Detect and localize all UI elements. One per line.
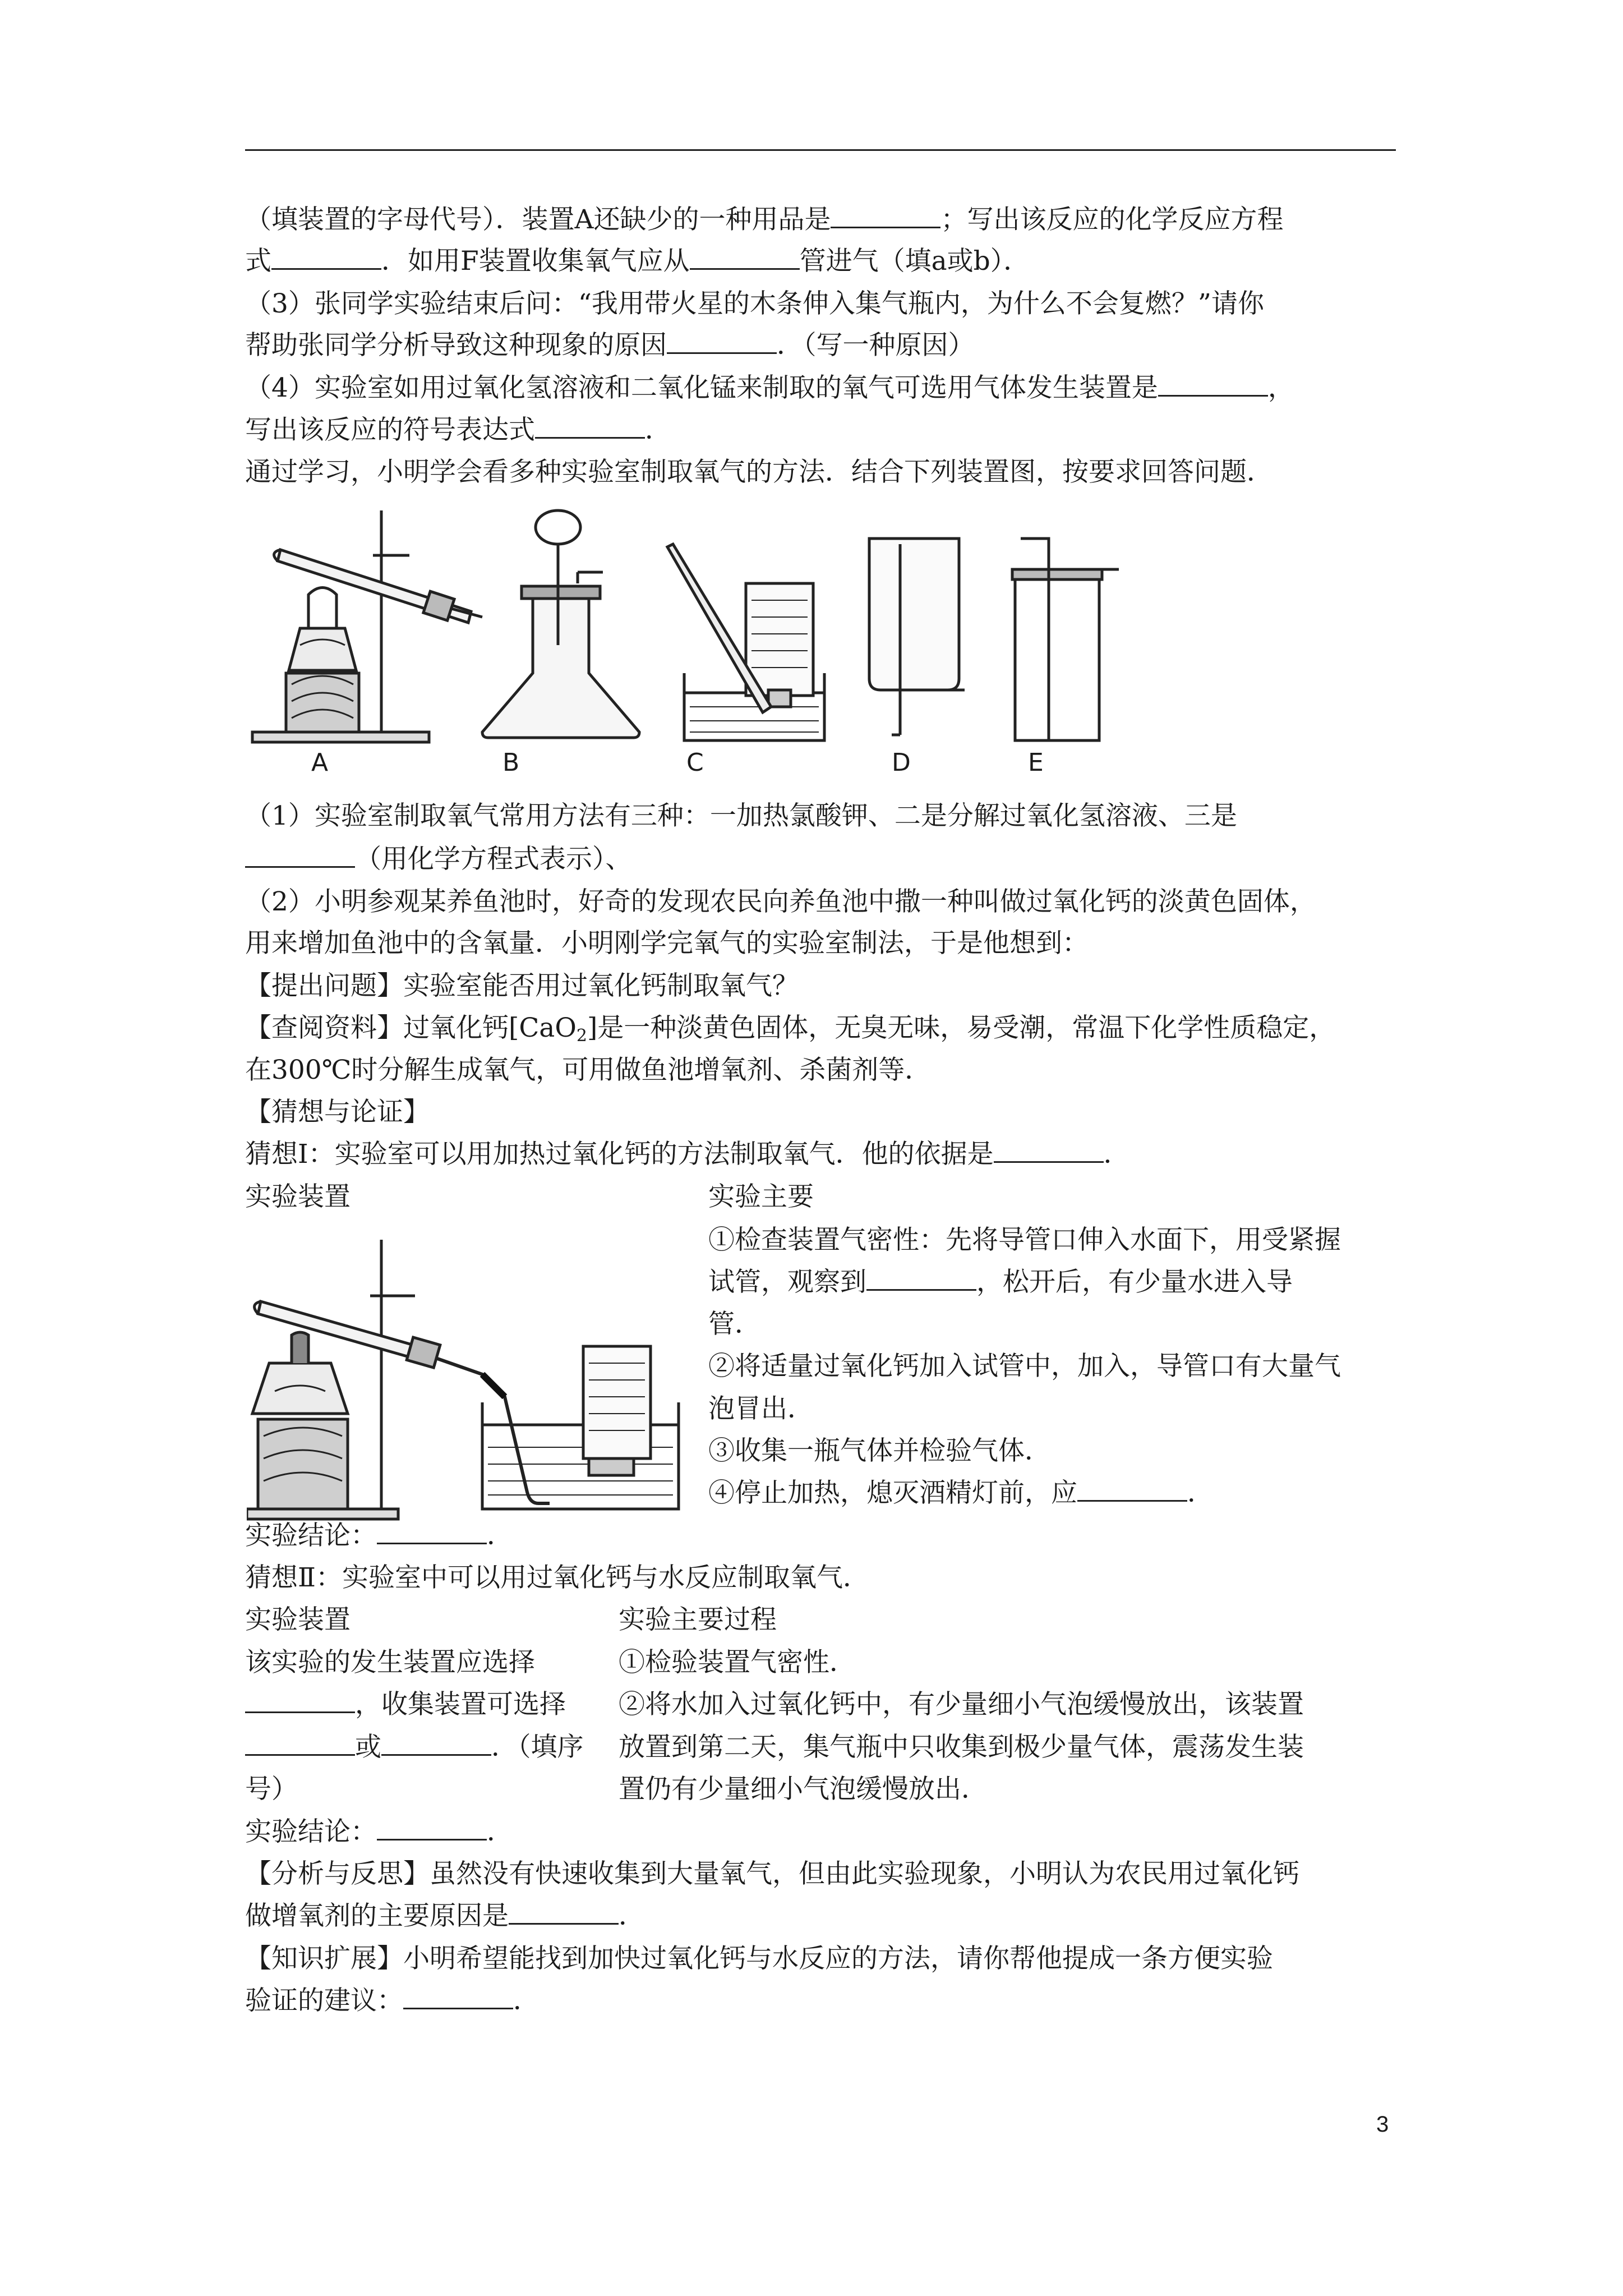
- procedure-line: 泡冒出．: [708, 1393, 814, 1424]
- text-line: 【分析与反思】虽然没有快速收集到大量氧气，但由此实验现象，小明认为农民用过氧化钙: [245, 1858, 1299, 1889]
- column-heading: 实验主要过程: [619, 1604, 777, 1635]
- text-line: 或 ．（填序: [245, 1731, 584, 1764]
- text-line: 【提出问题】实验室能否用过氧化钙制取氧气？: [245, 970, 799, 1001]
- text-line: 实验结论： ．: [245, 1520, 513, 1551]
- column-heading: 实验装置: [245, 1604, 351, 1635]
- text-line: ，收集装置可选择: [245, 1688, 566, 1722]
- text-line: （4）实验室如用过氧化氢溶液和二氧化锰来制取的氧气可选用气体发生装置是 ，: [245, 372, 1294, 403]
- text-line: 【知识扩展】小明希望能找到加快过氧化钙与水反应的方法，请你帮他提成一条方便实验: [245, 1943, 1273, 1974]
- answer-blank[interactable]: [245, 1732, 355, 1756]
- procedure-line: ①检验装置气密性．: [619, 1647, 856, 1678]
- text-line: 猜想Ⅰ：实验室可以用加热过氧化钙的方法制取氧气．他的依据是 ．: [245, 1139, 1130, 1170]
- text-line: 做增氧剂的主要原因是 ．: [245, 1901, 645, 1931]
- text-line: （用化学方程式表示）、: [245, 843, 632, 876]
- procedure-line: ③收集一瓶气体并检验气体．: [708, 1435, 1051, 1466]
- text-line: 号）: [245, 1774, 298, 1805]
- apparatus-a: [252, 510, 482, 742]
- text-line: （填装置的字母代号）．装置A还缺少的一种用品是 ；写出该反应的化学反应方程: [245, 204, 1284, 235]
- text-line: 猜想Ⅱ：实验室中可以用过氧化钙与水反应制取氧气．: [245, 1562, 869, 1593]
- answer-blank[interactable]: [866, 1267, 976, 1291]
- answer-blank[interactable]: [509, 1901, 619, 1925]
- procedure-line: ②将水加入过氧化钙中，有少量细小气泡缓慢放出，该装置: [619, 1689, 1304, 1720]
- header-rule: [245, 149, 1396, 151]
- column-heading: 实验装置: [245, 1181, 351, 1212]
- text-line: 该实验的发生装置应选择: [245, 1647, 535, 1678]
- figure-label-b: B: [502, 748, 520, 777]
- text-line: 验证的建议： ．: [245, 1985, 540, 2016]
- answer-blank[interactable]: [245, 844, 355, 868]
- text-line: 通过学习，小明学会看多种实验室制取氧气的方法．结合下列装置图，按要求回答问题．: [245, 457, 1273, 487]
- figure-label-c: C: [686, 748, 704, 777]
- column-heading: 实验主要: [708, 1181, 814, 1212]
- text-line: 【猜想与论证】: [245, 1097, 430, 1128]
- apparatus-d: [869, 539, 965, 735]
- answer-blank[interactable]: [1158, 372, 1268, 397]
- procedure-line: 置仍有少量细小气泡缓慢放出．: [619, 1774, 988, 1805]
- answer-blank[interactable]: [690, 246, 800, 270]
- answer-blank[interactable]: [403, 1985, 513, 2009]
- figure-label-e: E: [1028, 748, 1044, 777]
- text-line: 在300℃时分解生成氧气，可用做鱼池增氧剂、杀菌剂等．: [245, 1055, 932, 1085]
- apparatus-figure-ae: [247, 505, 1402, 797]
- answer-blank[interactable]: [245, 1689, 355, 1713]
- page-number: 3: [1376, 2112, 1389, 2137]
- procedure-line: 放置到第二天，集气瓶中只收集到极少量气体，震荡发生装: [619, 1732, 1304, 1763]
- apparatus-e: [1012, 539, 1119, 740]
- heating-apparatus-figure: [247, 1234, 695, 1526]
- answer-blank[interactable]: [1077, 1478, 1187, 1502]
- answer-blank[interactable]: [377, 1816, 487, 1841]
- answer-blank[interactable]: [994, 1139, 1104, 1163]
- figure-label-a: A: [311, 748, 329, 777]
- text-line: 帮助张同学分析导致这种现象的原因 ．（写一种原因）: [245, 330, 975, 361]
- text-line: 式 ．如用F装置收集氧气应从 管进气（填a或b）．: [245, 246, 1030, 277]
- procedure-line: ①检查装置气密性：先将导管口伸入水面下，用受紧握: [708, 1225, 1341, 1255]
- text-line: （1）实验室制取氧气常用方法有三种：一加热氯酸钾、二是分解过氧化氢溶液、三是: [245, 800, 1237, 831]
- procedure-line: ②将适量过氧化钙加入试管中，加入，导管口有大量气: [708, 1351, 1341, 1382]
- answer-blank[interactable]: [381, 1732, 491, 1756]
- figure-label-d: D: [892, 748, 911, 777]
- answer-blank[interactable]: [377, 1520, 487, 1544]
- apparatus-c: [667, 544, 824, 740]
- answer-blank[interactable]: [667, 330, 777, 354]
- text-line: （3）张同学实验结束后问：“我用带火星的木条伸入集气瓶内，为什么不会复燃？”请你: [245, 288, 1264, 319]
- apparatus-b: [482, 510, 639, 738]
- text-line: 用来增加鱼池中的含氧量．小明刚学完氧气的实验室制法，于是他想到：: [245, 928, 1089, 959]
- answer-blank[interactable]: [271, 246, 381, 270]
- text-line: 【查阅资料】过氧化钙[CaO$_2$]是一种淡黄色固体，无臭无味，易受潮，常温下化学性质稳定，: [245, 1013, 1336, 1046]
- text-line: （2）小明参观某养鱼池时，好奇的发现农民向养鱼池中撒一种叫做过氧化钙的淡黄色固体，: [245, 886, 1316, 917]
- text-line: 写出该反应的符号表达式 ．: [245, 415, 671, 445]
- procedure-line: ④停止加热，熄灭酒精灯前，应 ．: [708, 1478, 1214, 1508]
- answer-blank[interactable]: [831, 204, 940, 228]
- procedure-line: 管．: [708, 1309, 761, 1340]
- text-line: 实验结论： ．: [245, 1816, 513, 1847]
- answer-blank[interactable]: [535, 415, 645, 439]
- procedure-line: 试管，观察到 ，松开后，有少量水进入导: [708, 1267, 1293, 1297]
